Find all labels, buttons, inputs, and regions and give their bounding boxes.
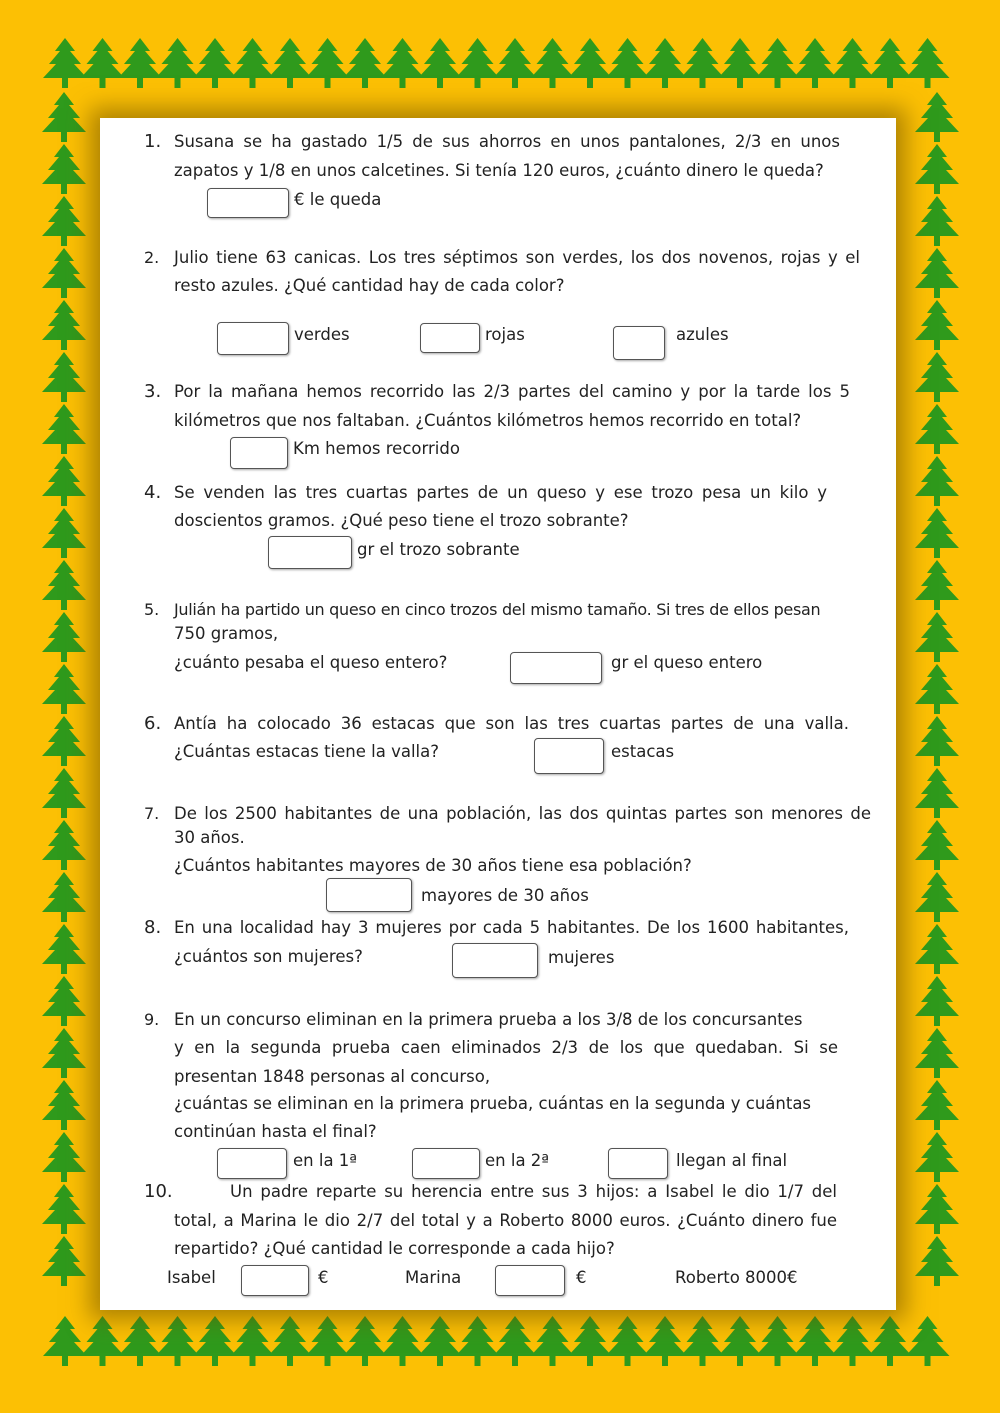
pine-tree-icon (306, 1316, 350, 1366)
answer-input[interactable] (217, 322, 289, 355)
pine-tree-icon (915, 300, 959, 350)
pine-tree-icon (915, 508, 959, 558)
problem-text-line: ¿cuántos son mujeres? (174, 947, 363, 966)
pine-tree-icon (81, 1316, 125, 1366)
pine-tree-icon (456, 38, 500, 88)
pine-tree-icon (915, 664, 959, 714)
answer-label: azules (676, 325, 729, 344)
pine-tree-icon (915, 1028, 959, 1078)
problem-text-line: continúan hasta el final? (174, 1122, 377, 1141)
pine-tree-icon (118, 38, 162, 88)
pine-tree-icon (493, 38, 537, 88)
answer-prefix-marina: Marina (405, 1268, 462, 1287)
pine-tree-icon (831, 1316, 875, 1366)
pine-tree-icon (756, 38, 800, 88)
pine-tree-icon (906, 38, 950, 88)
pine-tree-icon (42, 768, 86, 818)
answer-label: rojas (485, 325, 525, 344)
answer-input[interactable] (268, 536, 352, 569)
pine-tree-icon (915, 612, 959, 662)
answer-input[interactable] (420, 323, 480, 353)
pine-tree-icon (81, 38, 125, 88)
problem-text-line: presentan 1848 personas al concurso, (174, 1067, 491, 1086)
problem-number: 5. (144, 600, 160, 619)
problem-number: 1. (144, 131, 162, 152)
pine-tree-icon (643, 38, 687, 88)
pine-tree-icon (42, 716, 86, 766)
pine-tree-icon (343, 1316, 387, 1366)
pine-tree-icon (42, 1080, 86, 1130)
pine-tree-icon (868, 1316, 912, 1366)
pine-tree-icon (418, 38, 462, 88)
pine-tree-icon (42, 248, 86, 298)
pine-tree-icon (915, 1132, 959, 1182)
answer-label: € (576, 1268, 587, 1287)
problem-text-line: total, a Marina le dio 2/7 del total y a Roberto 8000 euros. ¿Cuánto dinero fue (174, 1211, 837, 1230)
answer-label: Km hemos recorrido (293, 439, 460, 458)
pine-tree-icon (915, 560, 959, 610)
pine-tree-icon (42, 508, 86, 558)
problem-number: 7. (144, 804, 160, 823)
pine-tree-icon (193, 38, 237, 88)
pine-tree-icon (915, 1080, 959, 1130)
answer-label: gr el queso entero (611, 653, 763, 672)
pine-tree-icon (681, 1316, 725, 1366)
pine-tree-icon (915, 820, 959, 870)
problem-text-line: ¿cuántas se eliminan en la primera prueba, cuántas en la segunda y cuántas (174, 1094, 812, 1113)
answer-label: estacas (611, 742, 675, 761)
problem-text-line: 30 años. (174, 828, 245, 847)
pine-tree-icon (868, 38, 912, 88)
pine-tree-icon (231, 1316, 275, 1366)
pine-tree-icon (915, 924, 959, 974)
pine-tree-icon (568, 38, 612, 88)
answer-label: mujeres (548, 948, 615, 967)
pine-tree-icon (42, 612, 86, 662)
problem-number: 4. (144, 482, 162, 503)
pine-tree-icon (915, 716, 959, 766)
pine-tree-icon (418, 1316, 462, 1366)
answer-label: mayores de 30 años (421, 886, 589, 905)
problem-text-line: De los 2500 habitantes de una población, las dos quintas partes son menores de (174, 804, 871, 823)
pine-tree-icon (231, 38, 275, 88)
problem-text-line: Julio tiene 63 canicas. Los tres séptimos son verdes, los dos novenos, rojas y el (174, 248, 860, 267)
pine-tree-icon (915, 92, 959, 142)
pine-tree-icon (915, 1184, 959, 1234)
pine-tree-icon (718, 1316, 762, 1366)
pine-tree-icon (793, 38, 837, 88)
problem-text-line: Un padre reparte su herencia entre sus 3 hijos: a Isabel le dio 1/7 del (230, 1182, 837, 1201)
problem-text-line: Julián ha partido un queso en cinco trozos del mismo tamaño. Si tres de ellos pesan (174, 600, 821, 619)
pine-tree-icon (643, 1316, 687, 1366)
problem-number: 6. (144, 713, 162, 734)
problem-number: 9. (144, 1010, 160, 1029)
pine-tree-icon (156, 38, 200, 88)
pine-tree-icon (681, 38, 725, 88)
problem-number: 3. (144, 381, 162, 402)
answer-input[interactable] (326, 878, 412, 912)
answer-label: en la 1ª (293, 1151, 358, 1170)
answer-input[interactable] (207, 188, 289, 218)
pine-tree-icon (43, 38, 87, 88)
pine-tree-icon (42, 456, 86, 506)
pine-tree-icon (42, 1132, 86, 1182)
pine-tree-icon (42, 144, 86, 194)
pine-tree-icon (915, 872, 959, 922)
problem-text-line: Por la mañana hemos recorrido las 2/3 partes del camino y por la tarde los 5 (174, 382, 850, 401)
answer-prefix-isabel: Isabel (167, 1268, 216, 1287)
pine-tree-icon (268, 1316, 312, 1366)
answer-input[interactable] (412, 1148, 480, 1179)
pine-tree-icon (568, 1316, 612, 1366)
answer-input[interactable] (534, 738, 604, 774)
pine-tree-icon (42, 352, 86, 402)
problem-number: 2. (144, 248, 160, 267)
problem-number: 8. (144, 917, 162, 938)
pine-tree-icon (42, 924, 86, 974)
roberto-amount: Roberto 8000€ (675, 1268, 798, 1287)
answer-input[interactable] (608, 1148, 668, 1179)
problem-text-line: resto azules. ¿Qué cantidad hay de cada color? (174, 276, 565, 295)
pine-tree-icon (606, 38, 650, 88)
pine-tree-icon (456, 1316, 500, 1366)
pine-tree-icon (915, 768, 959, 818)
worksheet (100, 118, 896, 1310)
pine-tree-icon (43, 1316, 87, 1366)
problem-text-line: En un concurso eliminan en la primera prueba a los 3/8 de los concursantes (174, 1010, 803, 1029)
pine-tree-icon (915, 976, 959, 1026)
answer-input[interactable] (241, 1265, 309, 1296)
pine-tree-icon (42, 820, 86, 870)
pine-tree-icon (42, 872, 86, 922)
pine-tree-icon (42, 196, 86, 246)
pine-tree-icon (118, 1316, 162, 1366)
pine-tree-icon (831, 38, 875, 88)
pine-tree-icon (531, 38, 575, 88)
pine-tree-icon (306, 38, 350, 88)
problem-text-line: Se venden las tres cuartas partes de un queso y ese trozo pesa un kilo y (174, 483, 827, 502)
answer-label: llegan al final (676, 1151, 788, 1170)
pine-tree-icon (381, 38, 425, 88)
pine-tree-icon (915, 404, 959, 454)
answer-label: € (318, 1268, 329, 1287)
pine-tree-icon (381, 1316, 425, 1366)
pine-tree-icon (915, 196, 959, 246)
problem-text-line: Antía ha colocado 36 estacas que son las tres cuartas partes de una valla. (174, 714, 849, 733)
pine-tree-icon (793, 1316, 837, 1366)
problem-text-line: En una localidad hay 3 mujeres por cada 5 habitantes. De los 1600 habitantes, (174, 918, 849, 937)
answer-input[interactable] (510, 652, 602, 684)
problem-text-line: ¿cuánto pesaba el queso entero? (174, 653, 448, 672)
problem-text-line: ¿Cuántos habitantes mayores de 30 años tiene esa población? (174, 856, 692, 875)
pine-tree-icon (42, 92, 86, 142)
answer-label: verdes (294, 325, 350, 344)
problem-text-line: y en la segunda prueba caen eliminados 2/3 de los que quedaban. Si se (174, 1038, 838, 1057)
pine-tree-icon (915, 1236, 959, 1286)
pine-tree-icon (42, 404, 86, 454)
answer-label: gr el trozo sobrante (357, 540, 520, 559)
pine-tree-icon (906, 1316, 950, 1366)
pine-tree-icon (756, 1316, 800, 1366)
pine-tree-icon (915, 144, 959, 194)
answer-input[interactable] (217, 1148, 287, 1179)
answer-label: en la 2ª (485, 1151, 550, 1170)
pine-tree-icon (343, 38, 387, 88)
pine-tree-icon (193, 1316, 237, 1366)
problem-text-line: Susana se ha gastado 1/5 de sus ahorros en unos pantalones, 2/3 en unos (174, 132, 840, 151)
problem-text-line: repartido? ¿Qué cantidad le corresponde a cada hijo? (174, 1239, 615, 1258)
pine-tree-icon (531, 1316, 575, 1366)
pine-tree-icon (718, 38, 762, 88)
pine-tree-icon (493, 1316, 537, 1366)
pine-tree-icon (915, 248, 959, 298)
pine-tree-icon (42, 664, 86, 714)
pine-tree-icon (915, 456, 959, 506)
pine-tree-icon (42, 1236, 86, 1286)
problem-text-line: ¿Cuántas estacas tiene la valla? (174, 742, 439, 761)
answer-input[interactable] (230, 437, 288, 469)
answer-input[interactable] (495, 1265, 565, 1296)
pine-tree-icon (42, 300, 86, 350)
answer-input[interactable] (452, 943, 538, 978)
pine-tree-icon (42, 976, 86, 1026)
answer-label: € le queda (294, 190, 382, 209)
pine-tree-icon (42, 1028, 86, 1078)
problem-number: 10. (144, 1181, 173, 1202)
problem-text-line: kilómetros que nos faltaban. ¿Cuántos kilómetros hemos recorrido en total? (174, 411, 802, 430)
pine-tree-icon (606, 1316, 650, 1366)
problem-text-line: zapatos y 1/8 en unos calcetines. Si tenía 120 euros, ¿cuánto dinero le queda? (174, 161, 824, 180)
pine-tree-icon (42, 560, 86, 610)
answer-input[interactable] (613, 326, 665, 360)
pine-tree-icon (915, 352, 959, 402)
pine-tree-icon (156, 1316, 200, 1366)
problem-text-line: 750 gramos, (174, 624, 279, 643)
pine-tree-icon (42, 1184, 86, 1234)
problem-text-line: doscientos gramos. ¿Qué peso tiene el trozo sobrante? (174, 511, 629, 530)
pine-tree-icon (268, 38, 312, 88)
